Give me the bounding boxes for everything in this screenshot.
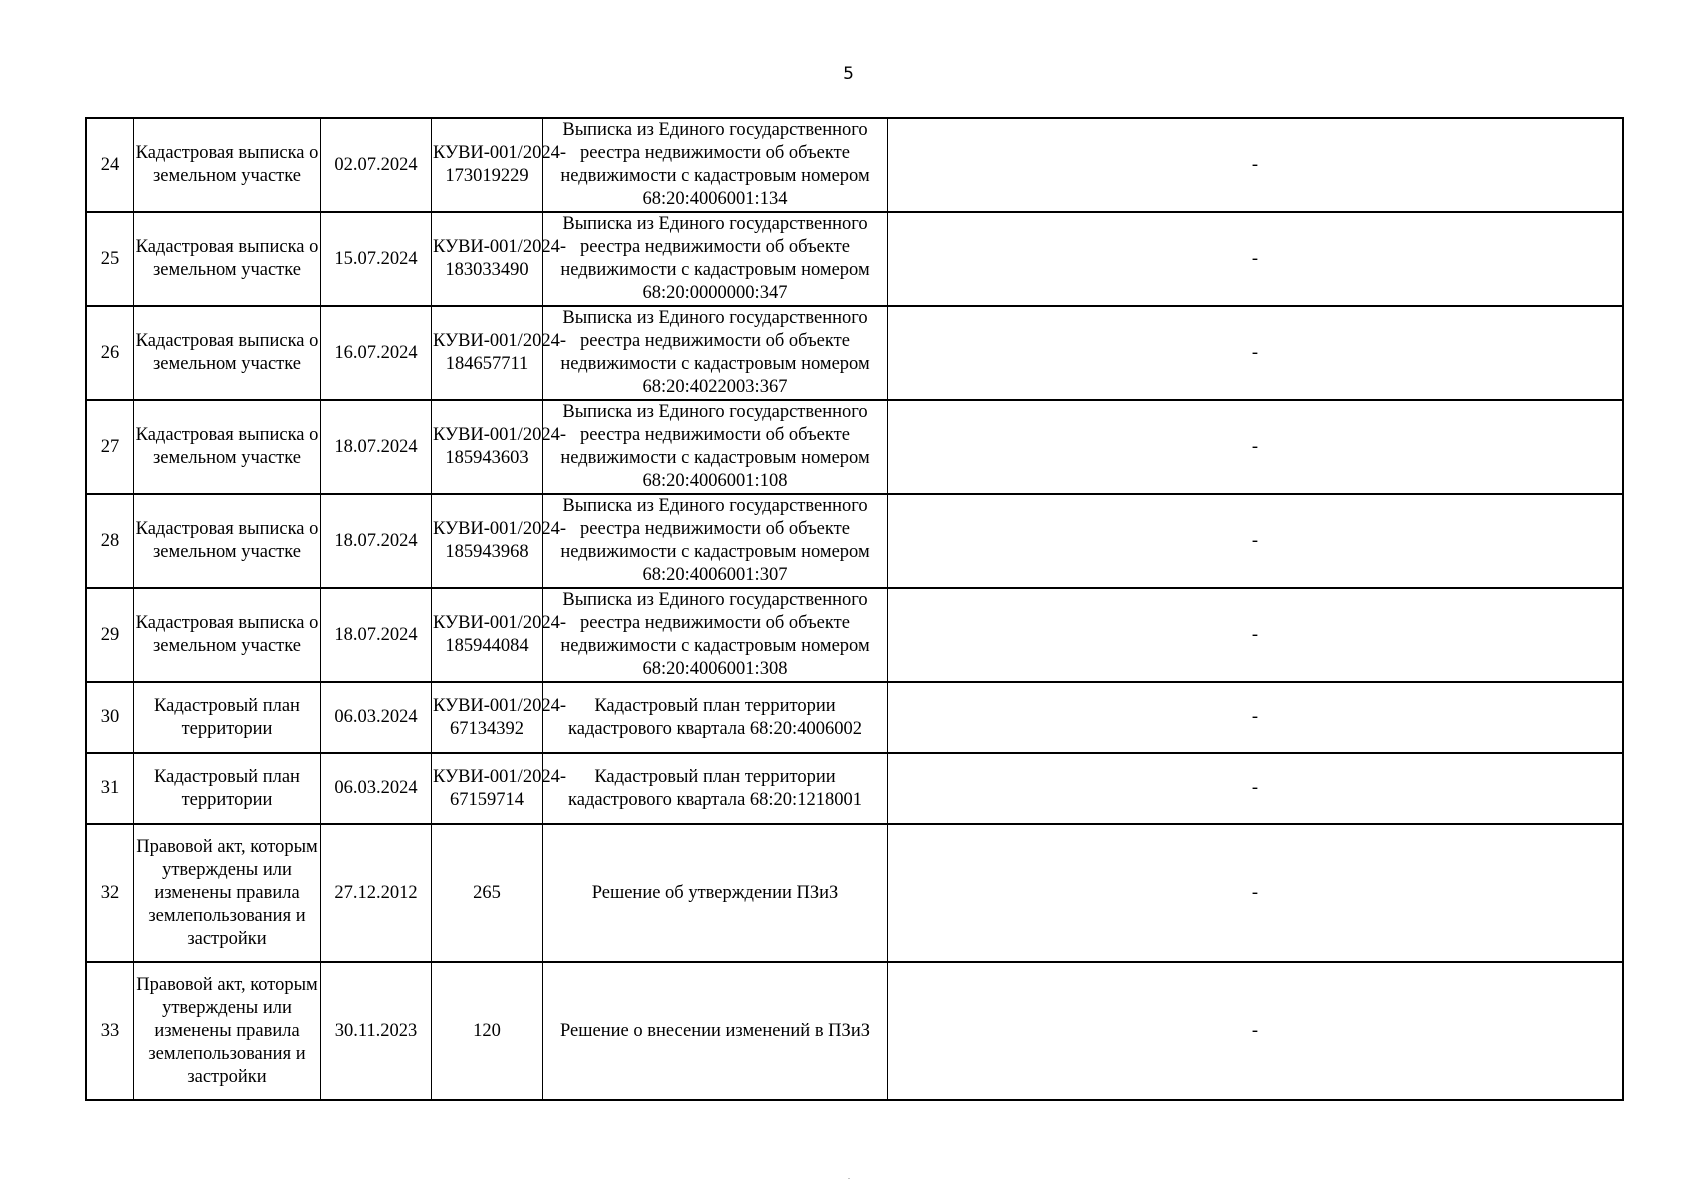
row-number: 31 bbox=[86, 753, 134, 824]
document-note: - bbox=[888, 962, 1624, 1100]
table-row bbox=[86, 824, 1623, 962]
document-number: КУВИ-001/2024-184657711 bbox=[432, 306, 543, 400]
document-name: Кадастровая выписка о земельном участке bbox=[134, 588, 321, 682]
document-description: Выписка из Единого государственного реестра недвижимости об объекте недвижимости с кадастровым номером 68:20:4022003:367 bbox=[543, 306, 888, 400]
document-number: КУВИ-001/2024-67159714 bbox=[432, 753, 543, 824]
document-date: 18.07.2024 bbox=[321, 588, 432, 682]
document-date: 06.03.2024 bbox=[321, 682, 432, 753]
document-number: 120 bbox=[432, 962, 543, 1100]
document-number: КУВИ-001/2024-173019229 bbox=[432, 118, 543, 212]
table-row bbox=[86, 962, 1623, 1100]
document-note: - bbox=[888, 824, 1624, 962]
table-row bbox=[86, 588, 1623, 682]
row-number: 30 bbox=[86, 682, 134, 753]
document-number: КУВИ-001/2024-185944084 bbox=[432, 588, 543, 682]
document-description: Выписка из Единого государственного реестра недвижимости об объекте недвижимости с кадастровым номером 68:20:4006001:108 bbox=[543, 400, 888, 494]
table-row bbox=[86, 682, 1623, 753]
document-note: - bbox=[888, 400, 1624, 494]
document-description: Выписка из Единого государственного реестра недвижимости об объекте недвижимости с кадастровым номером 68:20:0000000:347 bbox=[543, 212, 888, 306]
document-name: Кадастровая выписка о земельном участке bbox=[134, 494, 321, 588]
table-row bbox=[86, 118, 1623, 212]
document-date: 18.07.2024 bbox=[321, 494, 432, 588]
page-number: 5 bbox=[843, 64, 854, 84]
document-description: Выписка из Единого государственного реестра недвижимости об объекте недвижимости с кадастровым номером 68:20:4006001:308 bbox=[543, 588, 888, 682]
document-description: Решение об утверждении ПЗиЗ bbox=[543, 824, 888, 962]
row-number: 26 bbox=[86, 306, 134, 400]
document-name: Кадастровая выписка о земельном участке bbox=[134, 400, 321, 494]
row-number: 32 bbox=[86, 824, 134, 962]
document-name: Кадастровый план территории bbox=[134, 753, 321, 824]
document-date: 16.07.2024 bbox=[321, 306, 432, 400]
row-number: 28 bbox=[86, 494, 134, 588]
table-row bbox=[86, 753, 1623, 824]
document-description: Кадастровый план территории кадастрового квартала 68:20:4006002 bbox=[543, 682, 888, 753]
document-name: Кадастровый план территории bbox=[134, 682, 321, 753]
document-date: 15.07.2024 bbox=[321, 212, 432, 306]
document-name: Кадастровая выписка о земельном участке bbox=[134, 212, 321, 306]
document-note: - bbox=[888, 494, 1624, 588]
document-number: КУВИ-001/2024-67134392 bbox=[432, 682, 543, 753]
document-note: - bbox=[888, 306, 1624, 400]
document-name: Кадастровая выписка о земельном участке bbox=[134, 306, 321, 400]
row-number: 25 bbox=[86, 212, 134, 306]
document-date: 18.07.2024 bbox=[321, 400, 432, 494]
document-number: КУВИ-001/2024-185943603 bbox=[432, 400, 543, 494]
document-description: Кадастровый план территории кадастрового квартала 68:20:1218001 bbox=[543, 753, 888, 824]
document-description: Выписка из Единого государственного реестра недвижимости об объекте недвижимости с кадастровым номером 68:20:4006001:134 bbox=[543, 118, 888, 212]
document-note: - bbox=[888, 753, 1624, 824]
table-row bbox=[86, 212, 1623, 306]
document-name: Правовой акт, которым утверждены или изменены правила землепользования и застройки bbox=[134, 962, 321, 1100]
document-date: 02.07.2024 bbox=[321, 118, 432, 212]
row-number: 24 bbox=[86, 118, 134, 212]
footer-mark: . bbox=[848, 1172, 850, 1181]
row-number: 29 bbox=[86, 588, 134, 682]
table-row bbox=[86, 494, 1623, 588]
document-name: Кадастровая выписка о земельном участке bbox=[134, 118, 321, 212]
document-note: - bbox=[888, 118, 1624, 212]
document-note: - bbox=[888, 682, 1624, 753]
table-row bbox=[86, 400, 1623, 494]
document-number: КУВИ-001/2024-185943968 bbox=[432, 494, 543, 588]
document-description: Решение о внесении изменений в ПЗиЗ bbox=[543, 962, 888, 1100]
document-note: - bbox=[888, 588, 1624, 682]
document-date: 06.03.2024 bbox=[321, 753, 432, 824]
document-note: - bbox=[888, 212, 1624, 306]
table-row bbox=[86, 306, 1623, 400]
documents-table bbox=[85, 117, 1624, 1101]
document-date: 30.11.2023 bbox=[321, 962, 432, 1100]
document-name: Правовой акт, которым утверждены или изменены правила землепользования и застройки bbox=[134, 824, 321, 962]
document-number: КУВИ-001/2024-183033490 bbox=[432, 212, 543, 306]
document-description: Выписка из Единого государственного реестра недвижимости об объекте недвижимости с кадастровым номером 68:20:4006001:307 bbox=[543, 494, 888, 588]
row-number: 27 bbox=[86, 400, 134, 494]
document-number: 265 bbox=[432, 824, 543, 962]
document-date: 27.12.2012 bbox=[321, 824, 432, 962]
row-number: 33 bbox=[86, 962, 134, 1100]
